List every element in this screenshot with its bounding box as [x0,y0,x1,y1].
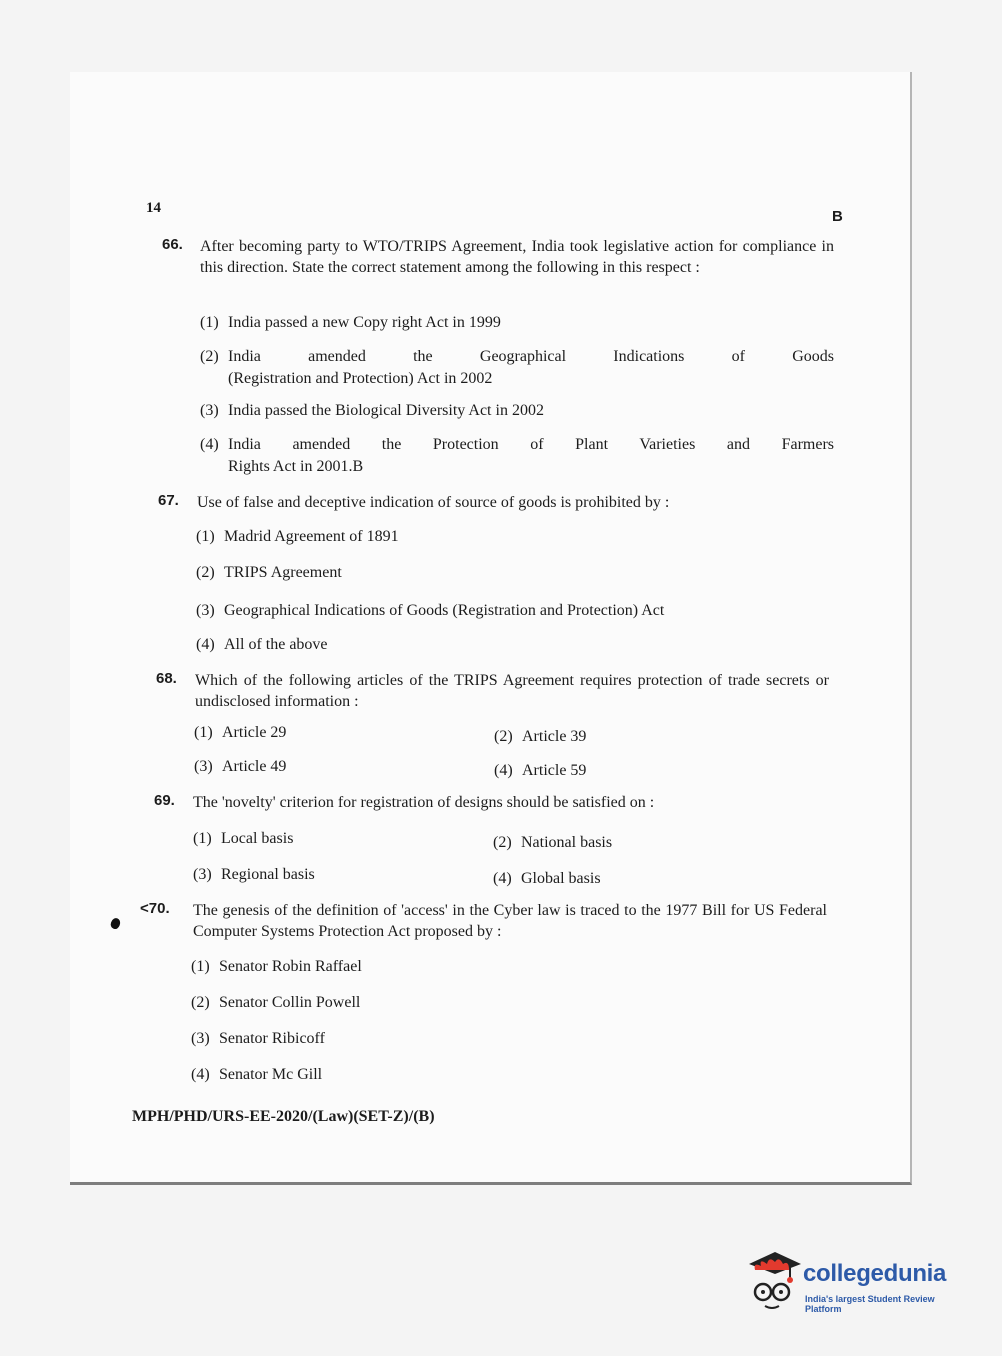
option-text: Global basis [521,870,601,887]
brand-name: collegedunia [803,1260,947,1287]
option-1 [200,312,501,333]
option-4 [200,434,834,455]
option-4-continued: Rights Act in 2001.B [228,458,364,475]
option-4 [493,868,601,889]
option-number: (4) [494,762,513,779]
option-number: (1) [193,830,212,847]
option-number: (1) [200,314,219,331]
collegedunia-watermark [745,1250,970,1315]
option-3 [200,400,544,421]
option-2 [494,726,586,747]
option-number: (3) [191,1030,210,1047]
paper-code: MPH/PHD/URS-EE-2020/(Law)(SET-Z)/(B) [132,1108,435,1125]
option-text: Senator Mc Gill [219,1066,323,1083]
option-4 [196,634,328,655]
option-text: India passed the Biological Diversity Act in 2002 [228,402,544,419]
option-text: Regional basis [221,866,315,883]
question-text: After becoming party to WTO/TRIPS Agreement, India took legislative action for compliance in this direction. State the correct statement among the following in this respect : [200,238,834,276]
option-3 [196,600,664,621]
option-text: Senator Collin Powell [219,994,361,1011]
option-text: India amended the Geographical Indications of Goods [228,348,834,365]
question-number: 66. [162,236,183,253]
question-number: 69. [154,792,175,809]
option-text: Article 59 [522,762,587,779]
option-number: (3) [196,602,215,619]
option-text: Madrid Agreement of 1891 [224,528,399,545]
option-number: (2) [191,994,210,1011]
option-text: All of the above [224,636,328,653]
set-label: B [832,208,843,225]
option-2 [493,832,612,853]
option-4 [191,1064,322,1085]
option-number: (3) [193,866,212,883]
option-4 [494,760,586,781]
option-1 [194,722,286,743]
option-text: Article 39 [522,728,587,745]
option-number: (3) [200,402,219,419]
option-number: (2) [200,348,219,365]
option-text: India passed a new Copy right Act in 1999 [228,314,501,331]
option-text: Local basis [221,830,294,847]
option-2 [196,562,342,583]
question-number: 68. [156,670,177,687]
option-text: Senator Ribicoff [219,1030,325,1047]
option-text: Article 29 [222,724,287,741]
option-number: (4) [196,636,215,653]
option-number: (1) [194,724,213,741]
question-text: Which of the following articles of the TRIPS Agreement requires protection of trade secrets or undisclosed information : [195,672,829,710]
option-2 [200,346,834,367]
option-2 [191,992,360,1013]
option-text: India amended the Protection of Plant Varieties and Farmers [228,436,834,453]
option-number: (3) [194,758,213,775]
option-1 [193,828,293,849]
question-text: The genesis of the definition of 'access' in the Cyber law is traced to the 1977 Bill for US Federal Computer Systems Protection Act proposed by : [193,902,827,940]
option-number: (1) [196,528,215,545]
option-text: National basis [521,834,613,851]
option-3 [193,864,315,885]
option-number: (4) [200,436,219,453]
question-text: Use of false and deceptive indication of source of goods is prohibited by : [197,494,670,511]
option-text: Article 49 [222,758,287,775]
option-number: (2) [493,834,512,851]
option-number: (2) [494,728,513,745]
page-number: 14 [146,200,161,216]
question-number: 67. [158,492,179,509]
option-text: Senator Robin Raffael [219,958,362,975]
brand-tagline: India's largest Student Review Platform [805,1294,935,1314]
graduate-mascot-icon [745,1250,803,1312]
option-text: TRIPS Agreement [224,564,342,581]
option-1 [196,526,399,547]
option-3 [194,756,286,777]
option-3 [191,1028,325,1049]
question-text: The 'novelty' criterion for registration of designs should be satisfied on : [193,794,655,811]
option-1 [191,956,362,977]
option-number: (4) [191,1066,210,1083]
option-text: Geographical Indications of Goods (Registration and Protection) Act [224,602,665,619]
option-2-continued: (Registration and Protection) Act in 2002 [228,370,493,387]
question-number: <70. [140,900,170,917]
option-number: (4) [493,870,512,887]
option-number: (1) [191,958,210,975]
option-number: (2) [196,564,215,581]
